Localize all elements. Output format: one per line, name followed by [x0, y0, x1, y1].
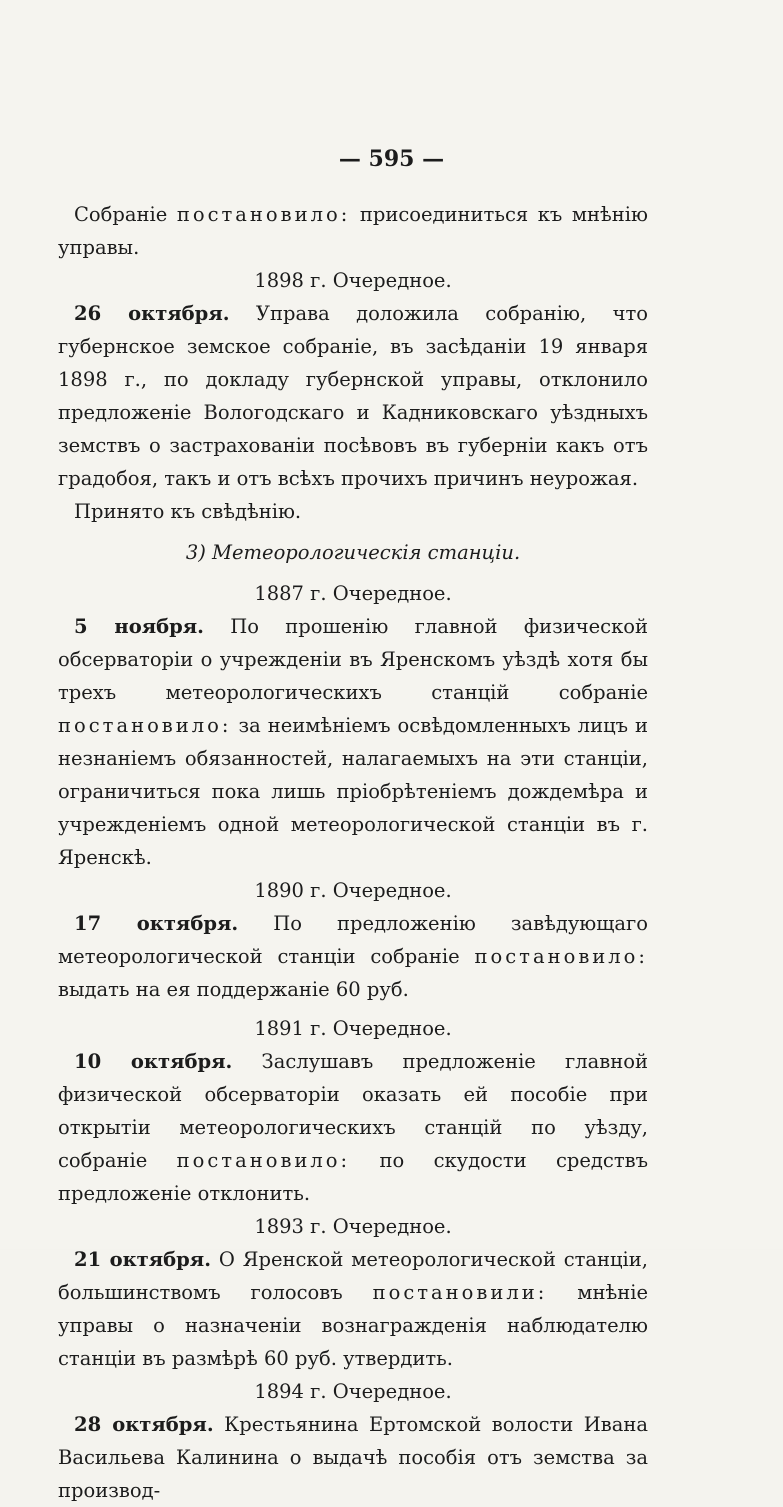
- text-1891-a: Заслушавъ предложеніе главной физической обсерваторіи оказать ей пособіе при открытіи метеорологическихъ станцій по уѣзду, собраніе: [58, 1050, 648, 1172]
- word-postanovilo: постановило:: [176, 203, 351, 226]
- text-1893-c: мнѣніе управы о назначеніи вознагражденія наблюдателю станціи въ размѣрѣ 60 руб. утвердить.: [58, 1281, 648, 1370]
- date-1887: 5 ноября.: [74, 615, 204, 638]
- date-1890: 17 октября.: [74, 912, 239, 935]
- page-number: — 595 —: [338, 146, 445, 172]
- paragraph-resolution: [58, 198, 648, 264]
- date-1898: 26 октября.: [74, 302, 230, 325]
- text-1890-a: По предложенію завѣдующаго метеорологической станціи собраніе: [58, 912, 648, 968]
- word-postanovili-1893: постановили:: [372, 1281, 548, 1304]
- year-heading-1893: 1893 г. Очередное.: [254, 1215, 452, 1238]
- word-postanovilo-1887: постановило:: [58, 714, 232, 737]
- resolution-text: присоединиться къ мнѣнію управы.: [58, 203, 648, 259]
- year-heading-1898: 1898 г. Очередное.: [254, 269, 452, 292]
- year-heading-1894: 1894 г. Очередное.: [254, 1380, 452, 1403]
- date-1893: 21 октября.: [74, 1248, 212, 1271]
- word-postanovilo-1890: постановило:: [474, 945, 648, 968]
- year-heading-1890: 1890 г. Очередное.: [254, 879, 452, 902]
- text-body: [58, 198, 648, 1507]
- paragraph-1887: [58, 610, 648, 874]
- text-1894: Крестьянина Ертомской волости Ивана Васильева Калинина о выдачѣ пособія отъ земства за производ-: [58, 1413, 648, 1502]
- text-1893-a: О Яренской метеорологической станціи, большинствомъ голосовъ: [58, 1248, 648, 1304]
- word-postanovilo-1891: постановило:: [176, 1149, 351, 1172]
- paragraph-1893: [58, 1243, 648, 1375]
- year-heading-1891: 1891 г. Очередное.: [254, 1017, 452, 1040]
- date-1894: 28 октября.: [74, 1413, 214, 1436]
- date-1891: 10 октября.: [74, 1050, 233, 1073]
- section-heading: 3) Метеорологическія станціи.: [185, 541, 521, 564]
- year-heading-1887: 1887 г. Очередное.: [254, 582, 452, 605]
- text-1887-c: за неимѣніемъ освѣдомленныхъ лицъ и незнаніемъ обязанностей, налагаемыхъ на эти станціи, ограничиться пока лишь пріобрѣтеніемъ дождемѣра и учрежденіемъ одной метеорологической станціи въ г. Яренскѣ.: [58, 714, 648, 869]
- text-1898: Управа доложила собранію, что губернское земское собраніе, въ засѣданіи 19 января 1898 г., по докладу губернской управы, отклонило предложеніе Вологодскаго и Кадниковскаго уѣздныхъ земствъ о застрахованіи посѣвовъ въ губерніи какъ отъ градобоя, такъ и отъ всѣхъ прочихъ причинъ неурожая.: [58, 302, 648, 490]
- paragraph-1894: [58, 1408, 648, 1507]
- paragraph-1890: [58, 907, 648, 1006]
- text-1890-c: выдать на ея поддержаніе 60 руб.: [58, 978, 409, 1001]
- paragraph-1898: [58, 297, 648, 495]
- paragraph-1891: [58, 1045, 648, 1210]
- text-1887-a: По прошенію главной физической обсерваторіи о учрежденіи въ Яренскомъ уѣздѣ хотя бы трехъ метеорологическихъ станцій собраніе: [58, 615, 648, 704]
- accepted-note: Принято къ свѣдѣнію.: [74, 500, 302, 523]
- text-1891-c: по скудости средствъ предложеніе отклонить.: [58, 1149, 648, 1205]
- word-sobranie: Собраніе: [74, 203, 168, 226]
